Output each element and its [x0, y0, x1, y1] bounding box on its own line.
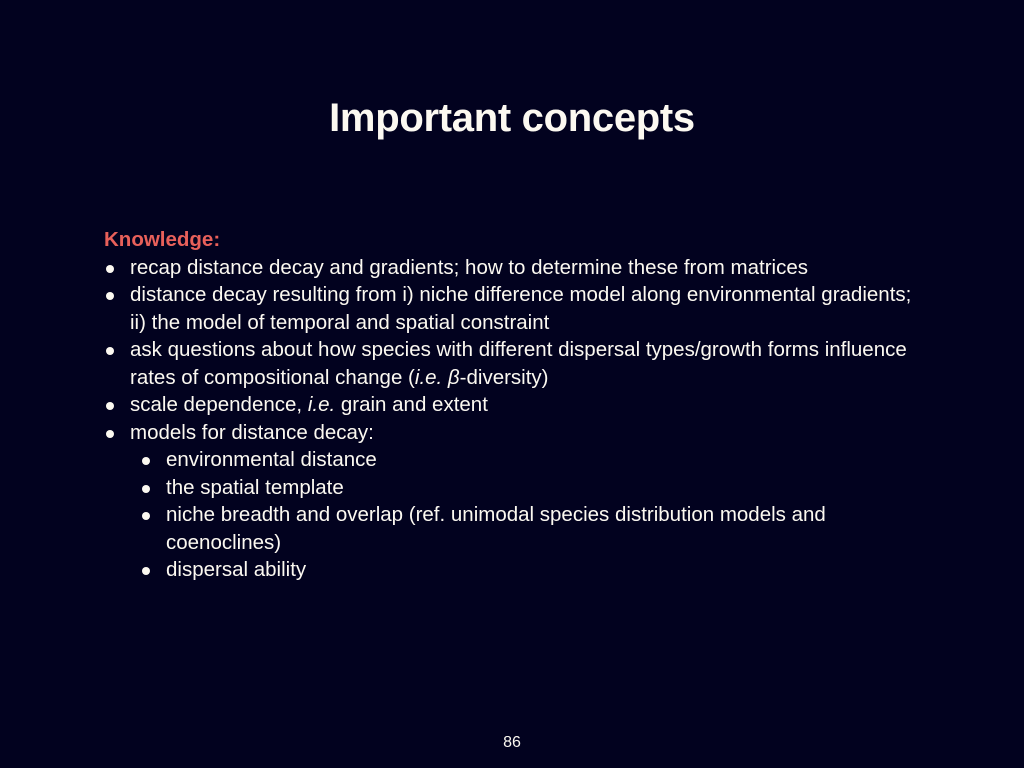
list-item	[104, 281, 924, 336]
list-item-text: -diversity)	[459, 365, 549, 389]
sublist-item-text: environmental distance	[166, 448, 377, 471]
list-item-text: grain and extent	[335, 393, 488, 416]
slide-content	[104, 226, 924, 584]
list-item-italic: i.e. β	[414, 365, 460, 389]
list-item	[104, 419, 924, 584]
list-item-text: distance decay resulting from i) niche difference model along environmental gradients; ii) the model of temporal and spatial constraint	[130, 283, 912, 334]
list-item-italic: i.e.	[307, 393, 336, 416]
slide-title: Important concepts	[329, 96, 695, 140]
list-item-text: ask questions about how species with different dispersal types/growth forms influence rates of compositional change (	[130, 338, 907, 389]
sublist-item-text: niche breadth and overlap (ref. unimodal species distribution models and coenoclines)	[166, 503, 826, 554]
list-item-text: recap distance decay and gradients; how to determine these from matrices	[130, 255, 808, 279]
models-sublist	[140, 446, 924, 584]
sublist-item	[140, 474, 924, 502]
sublist-item	[140, 556, 924, 584]
list-item-text: scale dependence,	[130, 393, 308, 416]
page-number: 86	[503, 734, 521, 751]
list-item	[104, 254, 924, 282]
sublist-item	[140, 501, 924, 556]
sublist-item	[140, 446, 924, 474]
sublist-item-text: dispersal ability	[166, 558, 307, 581]
list-item-text: models for distance decay:	[130, 420, 374, 444]
knowledge-heading: Knowledge:	[104, 228, 221, 251]
list-item	[104, 336, 924, 391]
knowledge-list	[104, 254, 924, 584]
sublist-item-text: the spatial template	[166, 475, 344, 499]
list-item	[104, 391, 924, 419]
